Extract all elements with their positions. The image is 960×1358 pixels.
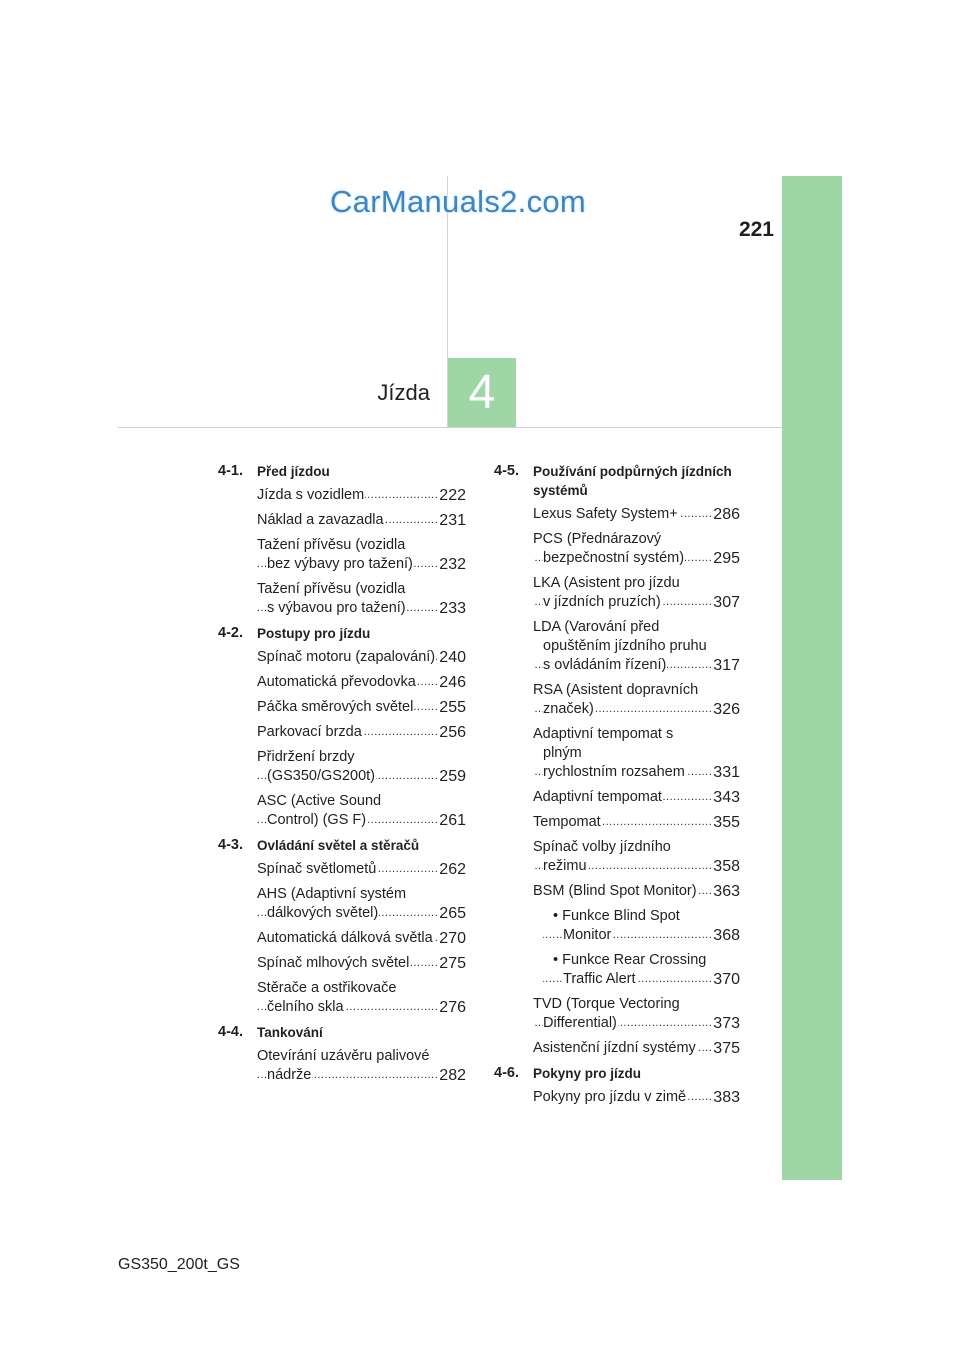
toc-entry-line: v jízdních pruzích) bbox=[543, 594, 661, 610]
toc-section-number: 4-6. bbox=[494, 1065, 519, 1081]
toc-entry-text bbox=[533, 682, 698, 717]
toc-section-title: Ovládání světel a stěračů bbox=[257, 838, 420, 853]
toc-entry-text bbox=[257, 955, 410, 971]
toc-entry-page: 370 bbox=[713, 971, 740, 988]
toc-entry-title bbox=[533, 995, 712, 1033]
toc-entry-text bbox=[533, 839, 671, 874]
toc-entry-text bbox=[533, 996, 680, 1031]
toc-entry-text bbox=[533, 789, 663, 805]
toc-entry-text bbox=[533, 506, 679, 522]
toc-entry-text bbox=[257, 861, 377, 877]
chapter-title: Jízda bbox=[377, 380, 430, 405]
toc-section-title: Před jízdou bbox=[257, 464, 330, 479]
toc-entry-page: 343 bbox=[713, 789, 740, 806]
toc-entry-text bbox=[533, 1040, 697, 1056]
toc-entry-text bbox=[533, 726, 686, 780]
toc-entry-page: 383 bbox=[713, 1089, 740, 1106]
footer-model-code: GS350_200t_GS bbox=[118, 1256, 240, 1273]
toc-entry-line: Lexus Safety System+ bbox=[533, 506, 678, 522]
toc-entry-text bbox=[257, 930, 434, 946]
toc-entry-line: • Funkce Blind Spot bbox=[553, 908, 680, 924]
toc-section-title: Pokyny pro jízdu bbox=[533, 1066, 642, 1081]
toc-entry-page: 326 bbox=[713, 701, 740, 718]
toc-entry-title bbox=[543, 951, 712, 989]
toc-entry-page: 275 bbox=[439, 955, 466, 972]
toc-entry-text bbox=[533, 1089, 687, 1105]
toc-entry-page: 286 bbox=[713, 506, 740, 523]
toc-column-left bbox=[218, 462, 466, 1091]
toc-entry-line: Spínač motoru (zapalování) bbox=[257, 649, 436, 665]
toc-section-number: 4-2. bbox=[218, 625, 243, 641]
toc-entry-text bbox=[553, 908, 680, 943]
toc-entry-line: Pokyny pro jízdu v zimě bbox=[533, 1089, 687, 1105]
toc-entry-text bbox=[257, 1048, 429, 1083]
toc-entry[interactable] bbox=[533, 995, 740, 1033]
toc-section-heading[interactable] bbox=[494, 462, 740, 500]
toc-entry-page: 246 bbox=[439, 674, 466, 691]
toc-entry-title bbox=[533, 530, 712, 568]
toc-entry-line: Automatická dálková světla bbox=[257, 930, 433, 946]
toc-entry-list bbox=[218, 648, 466, 830]
toc-section bbox=[218, 624, 466, 830]
toc-entry-list bbox=[218, 486, 466, 618]
toc-entry-line: dálkových světel) bbox=[267, 905, 379, 921]
toc-entry-line: TVD (Torque Vectoring bbox=[533, 996, 680, 1012]
toc-entry-title bbox=[533, 1039, 712, 1058]
toc-entry-page: 363 bbox=[713, 883, 740, 900]
toc-section-heading[interactable] bbox=[494, 1064, 740, 1083]
toc-entry-text bbox=[257, 793, 381, 828]
toc-entry-line: Přidržení brzdy bbox=[257, 749, 355, 765]
toc-entry[interactable] bbox=[257, 580, 466, 618]
toc-entry-text bbox=[533, 814, 602, 830]
watermark-logo: CarManuals2.com bbox=[330, 184, 587, 219]
toc-entry-text bbox=[257, 512, 385, 528]
toc-entry-text bbox=[533, 531, 685, 566]
toc-entry-line: značek) bbox=[543, 701, 594, 717]
toc-entry-page: 270 bbox=[439, 930, 466, 947]
toc-entry[interactable] bbox=[533, 505, 740, 524]
toc-entry-line: bez výbavy pro tažení) bbox=[267, 556, 413, 572]
toc-column-right bbox=[494, 462, 740, 1113]
toc-entry-line: Stěrače a ostřikovače bbox=[257, 980, 397, 996]
toc-entry-text bbox=[553, 952, 706, 987]
toc-entry-line: Tažení přívěsu (vozidla bbox=[257, 537, 406, 553]
toc-entry-line: s ovládáním řízení) bbox=[543, 657, 667, 673]
toc-entry-line: opuštěním jízdního pruhu bbox=[543, 638, 707, 654]
toc-entry-text bbox=[257, 649, 436, 665]
toc-entry-page: 240 bbox=[439, 649, 466, 666]
toc-section-number: 4-1. bbox=[218, 463, 243, 479]
toc-entry-line: Adaptivní tempomat s plným bbox=[533, 726, 674, 761]
toc-entry-line: Asistenční jízdní systémy bbox=[533, 1040, 696, 1056]
toc-section-title: Tankování bbox=[257, 1025, 323, 1040]
toc-entry[interactable] bbox=[533, 618, 740, 675]
toc-entry[interactable] bbox=[257, 748, 466, 786]
toc-entry[interactable] bbox=[257, 698, 466, 717]
toc-entry-page: 256 bbox=[439, 724, 466, 741]
toc-entry-title bbox=[533, 505, 712, 524]
toc-entry-title bbox=[543, 907, 712, 945]
toc-entry-text bbox=[257, 537, 414, 572]
toc-entry-page: 255 bbox=[439, 699, 466, 716]
toc-entry-page: 232 bbox=[439, 556, 466, 573]
toc-entry-title bbox=[533, 813, 712, 832]
toc-entry-line: Traffic Alert bbox=[563, 971, 636, 987]
toc-entry-title bbox=[533, 618, 712, 675]
toc-entry-line: Automatická převodovka bbox=[257, 674, 416, 690]
toc-entry-line: nádrže bbox=[267, 1067, 312, 1083]
toc-entry-line: Spínač volby jízdního bbox=[533, 839, 671, 855]
toc-entry-title bbox=[533, 838, 712, 876]
toc-entry-page: 265 bbox=[439, 905, 466, 922]
toc-section-heading[interactable] bbox=[218, 462, 466, 481]
toc-entry-title bbox=[533, 788, 712, 807]
toc-sub-entry[interactable] bbox=[543, 951, 740, 989]
toc-section-number: 4-5. bbox=[494, 463, 519, 479]
toc-entry[interactable] bbox=[533, 838, 740, 876]
page-number: 221 bbox=[738, 218, 774, 241]
toc-entry[interactable] bbox=[257, 486, 466, 505]
toc-entry-line: s výbavou pro tažení) bbox=[267, 600, 406, 616]
toc-entry-page: 368 bbox=[713, 927, 740, 944]
toc-entry[interactable] bbox=[257, 979, 466, 1017]
toc-entry[interactable] bbox=[257, 792, 466, 830]
toc-entry[interactable] bbox=[533, 813, 740, 832]
toc-entry-title bbox=[257, 929, 438, 948]
toc-entry-text bbox=[257, 674, 417, 690]
toc-entry[interactable] bbox=[533, 882, 740, 901]
toc-entry-page: 233 bbox=[439, 600, 466, 617]
chapter-side-tab bbox=[782, 176, 842, 1180]
toc-entry-line: AHS (Adaptivní systém bbox=[257, 886, 407, 902]
toc-entry-text bbox=[257, 749, 376, 784]
toc-entry[interactable] bbox=[257, 860, 466, 879]
toc-entry-title bbox=[257, 1047, 438, 1085]
toc-entry-line: Jízda s vozidlem bbox=[257, 487, 365, 503]
toc-entry-page: 307 bbox=[713, 594, 740, 611]
toc-section-title: Používání podpůrných jízdních systémů bbox=[533, 464, 732, 498]
toc-entry-title bbox=[257, 486, 438, 505]
toc-entry-line: (GS350/GS200t) bbox=[267, 768, 375, 784]
toc-entry-line: LKA (Asistent pro jízdu bbox=[533, 575, 680, 591]
toc-entry[interactable] bbox=[257, 673, 466, 692]
toc-entry-title bbox=[533, 574, 712, 612]
toc-entry-list bbox=[218, 1047, 466, 1085]
toc-entry-title bbox=[257, 885, 438, 923]
toc-entry-line: Páčka směrových světel bbox=[257, 699, 414, 715]
toc-entry[interactable] bbox=[257, 723, 466, 742]
toc-entry-title bbox=[257, 792, 438, 830]
toc-entry-page: 295 bbox=[713, 550, 740, 567]
toc-entry-line: PCS (Přednárazový bbox=[533, 531, 662, 547]
toc-entry-title bbox=[257, 511, 438, 530]
toc-entry-line: Náklad a zavazadla bbox=[257, 512, 384, 528]
toc-entry[interactable] bbox=[257, 1047, 466, 1085]
toc-entry-line: Spínač mlhových světel bbox=[257, 955, 410, 971]
toc-entry[interactable] bbox=[257, 536, 466, 574]
toc-entry-line: BSM (Blind Spot Monitor) bbox=[533, 883, 697, 899]
toc-entry-text bbox=[257, 980, 396, 1015]
toc-entry-line: LDA (Varování před bbox=[533, 619, 660, 635]
toc-entry-title bbox=[257, 748, 438, 786]
toc-entry-line: Adaptivní tempomat bbox=[533, 789, 662, 805]
toc-entry-page: 262 bbox=[439, 861, 466, 878]
toc-entry[interactable] bbox=[533, 725, 740, 782]
toc-entry-line: Control) (GS F) bbox=[267, 812, 367, 828]
toc-entry[interactable] bbox=[533, 1039, 740, 1058]
toc-entry[interactable] bbox=[533, 788, 740, 807]
toc-entry[interactable] bbox=[257, 648, 466, 667]
toc-entry-title bbox=[257, 673, 438, 692]
toc-section bbox=[218, 462, 466, 618]
toc-entry-title bbox=[257, 979, 438, 1017]
toc-entry-title bbox=[257, 536, 438, 574]
toc-entry-page: 373 bbox=[713, 1015, 740, 1032]
toc-section-heading[interactable] bbox=[218, 624, 466, 643]
toc-entry-page: 375 bbox=[713, 1040, 740, 1057]
toc-section bbox=[494, 462, 740, 1058]
toc-entry-page: 276 bbox=[439, 999, 466, 1016]
toc-entry-title bbox=[533, 1088, 712, 1107]
toc-sub-entry[interactable] bbox=[543, 907, 740, 945]
toc-entry-line: Parkovací brzda bbox=[257, 724, 362, 740]
toc-entry-line: Monitor bbox=[563, 927, 612, 943]
toc-entry[interactable] bbox=[533, 574, 740, 612]
toc-entry-line: ASC (Active Sound bbox=[257, 793, 382, 809]
chapter-number-box bbox=[448, 358, 516, 427]
toc-entry-list bbox=[494, 505, 740, 1058]
header-horizontal-divider bbox=[118, 427, 782, 428]
toc-entry-list bbox=[218, 860, 466, 1017]
toc-entry-text bbox=[533, 883, 698, 899]
toc-entry-page: 231 bbox=[439, 512, 466, 529]
toc-entry-title bbox=[533, 725, 712, 782]
toc-entry-line: Otevírání uzávěru palivové bbox=[257, 1048, 430, 1064]
toc-entry-title bbox=[257, 723, 438, 742]
toc-entry-list bbox=[494, 1088, 740, 1107]
toc-entry-text bbox=[533, 619, 707, 673]
toc-entry-text bbox=[533, 575, 680, 610]
toc-section-number: 4-3. bbox=[218, 837, 243, 853]
toc-entry-title bbox=[533, 882, 712, 901]
toc-entry-text bbox=[257, 724, 363, 740]
toc-entry[interactable] bbox=[533, 681, 740, 719]
toc-entry-page: 358 bbox=[713, 858, 740, 875]
toc-entry[interactable] bbox=[257, 885, 466, 923]
toc-entry[interactable] bbox=[533, 1088, 740, 1107]
toc-section bbox=[218, 836, 466, 1017]
toc-entry-title bbox=[257, 648, 438, 667]
toc-section-number: 4-4. bbox=[218, 1024, 243, 1040]
toc-entry-line: • Funkce Rear Crossing bbox=[553, 952, 707, 968]
chapter-number: 4 bbox=[468, 366, 496, 419]
toc-entry-line: Spínač světlometů bbox=[257, 861, 377, 877]
toc-entry-line: režimu bbox=[543, 858, 587, 874]
toc-section-heading[interactable] bbox=[218, 836, 466, 855]
toc-entry-page: 261 bbox=[439, 812, 466, 829]
toc-entry-title bbox=[257, 860, 438, 879]
toc-entry-page: 282 bbox=[439, 1067, 466, 1084]
toc-entry-line: Tažení přívěsu (vozidla bbox=[257, 581, 406, 597]
toc-entry-text bbox=[257, 886, 406, 921]
toc-sub-entry-list bbox=[533, 907, 740, 989]
toc-entry-text bbox=[257, 699, 414, 715]
toc-entry[interactable] bbox=[257, 929, 466, 948]
toc-section-heading[interactable] bbox=[218, 1023, 466, 1042]
toc-entry-text bbox=[257, 581, 407, 616]
toc-section bbox=[494, 1064, 740, 1107]
toc-section-title: Postupy pro jízdu bbox=[257, 626, 371, 641]
toc-entry-page: 317 bbox=[713, 657, 740, 674]
toc-entry-page: 222 bbox=[439, 487, 466, 504]
toc-entry-title bbox=[257, 698, 438, 717]
toc-entry-line: rychlostním rozsahem bbox=[543, 764, 685, 780]
toc-entry-line: čelního skla bbox=[267, 999, 344, 1015]
toc-entry-line: Tempomat bbox=[533, 814, 601, 830]
toc-entry-page: 259 bbox=[439, 768, 466, 785]
toc-entry-line: bezpečnostní systém) bbox=[543, 550, 685, 566]
toc-entry-text bbox=[257, 487, 365, 503]
toc-entry-title bbox=[533, 681, 712, 719]
toc-entry-line: Differential) bbox=[543, 1015, 617, 1031]
toc-entry[interactable] bbox=[257, 954, 466, 973]
toc-entry-page: 331 bbox=[713, 764, 740, 781]
toc-entry-title bbox=[257, 580, 438, 618]
toc-entry-line: RSA (Asistent dopravních bbox=[533, 682, 699, 698]
toc-entry-title bbox=[257, 954, 438, 973]
toc-section bbox=[218, 1023, 466, 1085]
toc-entry[interactable] bbox=[257, 511, 466, 530]
toc-entry[interactable] bbox=[533, 530, 740, 568]
toc-entry-page: 355 bbox=[713, 814, 740, 831]
